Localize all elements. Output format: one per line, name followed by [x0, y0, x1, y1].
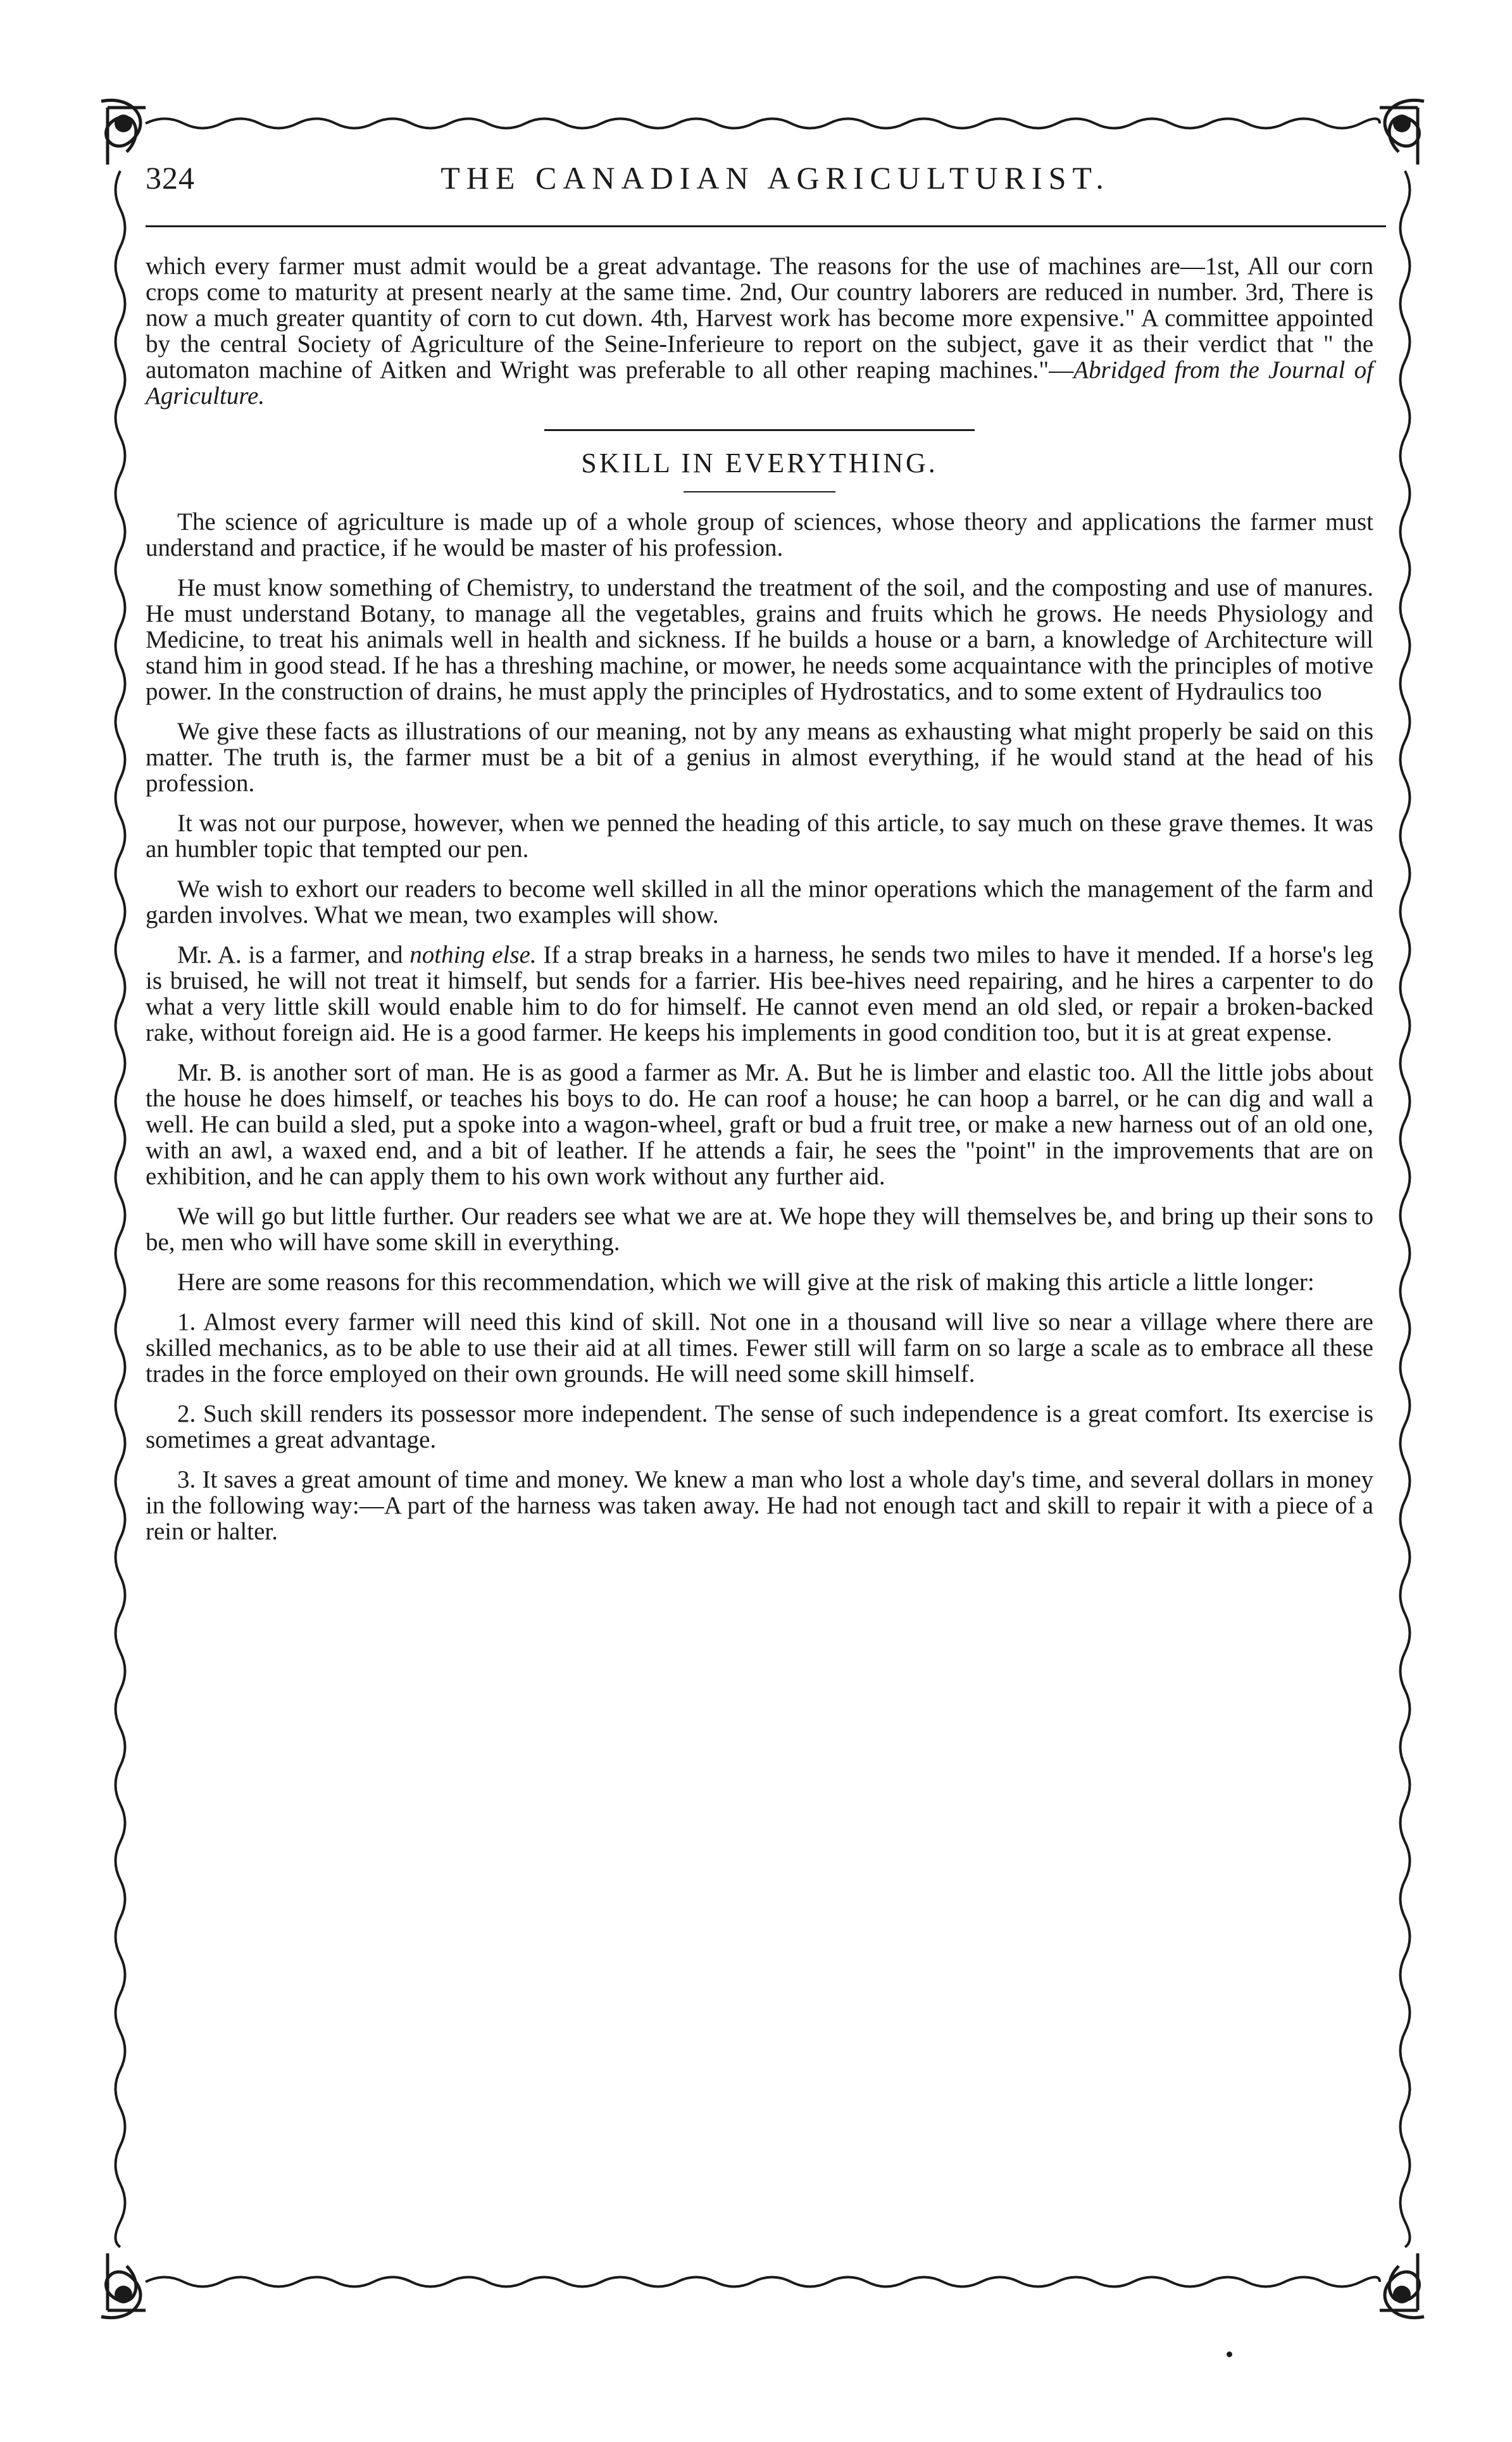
article-paragraph: Here are some reasons for this recommendation, which we will give at the risk of making this article a little longer: [177, 1268, 1315, 1296]
running-title: THE CANADIAN AGRICULTURIST. [440, 160, 1110, 196]
numbered-reason: 1. Almost every farmer will need this kind of skill. Not one in a thousand will live so near a village where there are skilled mechanics, as to be able to use their aid at all times. Fewer still will farm on so large a scale as to embrace all these trades in the force employed on their own grounds. He will need some skill himself. [146, 1308, 1373, 1387]
article-paragraph: The science of agriculture is made up of a whole group of sciences, whose theory and applications the farmer must understand and practice, if he would be master of his profession. [146, 508, 1373, 561]
article-paragraph: It was not our purpose, however, when we penned the heading of this article, to say much on these grave themes. It was an humbler topic that tempted our pen. [146, 810, 1373, 863]
article-paragraph: We wish to exhort our readers to become well skilled in all the minor operations which the management of the farm and garden involves. What we mean, two examples will show. [146, 875, 1373, 929]
ink-speck [1227, 2351, 1232, 2357]
previous-article-attribution: Abridged from the Journal of Agriculture. [146, 356, 1373, 410]
page-body [146, 253, 1373, 1558]
previous-article-text: which every farmer must admit would be a great advantage. The reasons for the use of machines are—1st, All our corn crops come to maturity at present nearly at the same time. 2nd, Our country laborers are reduced in number. 3rd, There is now a much greater quantity of corn to cut down. 4th, Harvest work has become more expensive." A committee appointed by the central Society of Agriculture of the Seine-Inferieure to report on the subject, gave it as their verdict that " the automaton machine of Aitken and Wright was preferable to all other reaping machines."— [146, 253, 1373, 384]
previous-article-continuation [146, 253, 1373, 409]
title-underline [684, 491, 835, 492]
article-paragraph-mr-a [146, 942, 1373, 1046]
page-number: 324 [146, 160, 195, 196]
numbered-reason: 3. It saves a great amount of time and money. We knew a man who lost a whole day's time, and several dollars in money in the following way:—A part of the harness was taken away. He had not enough tact and skill to repair it with a piece of a rein or halter. [146, 1466, 1373, 1545]
mr-a-text-after: If a strap breaks in a harness, he sends two miles to have it mended. If a horse's leg is bruised, he will not treat it himself, but sends for a farrier. His bee-hives need repairing, and he hires a carpenter to do what a very little skill would enable him to do for himself. He cannot even mend an old sled, or repair a broken-backed rake, without foreign aid. He is a good farmer. He keeps his implements in good condition too, but it is at great expense. [146, 941, 1374, 1046]
article-paragraph: Mr. B. is another sort of man. He is as good a farmer as Mr. A. But he is limber and elastic too. All the little jobs about the house he does himself, or teaches his boys to do. He can roof a house; he can hoop a barrel, or he can dig and wall a well. He can build a sled, put a spoke into a wagon-wheel, graft or bud a fruit tree, or make a new harness out of an old one, with an awl, a waxed end, and a bit of leather. If he attends a fair, he sees the "point" in the improvements that are on exhibition, and he can apply them to his own work without any further aid. [146, 1059, 1373, 1190]
running-header [146, 160, 1386, 204]
header-rule [146, 225, 1386, 227]
article-paragraph: He must know something of Chemistry, to understand the treatment of the soil, and the composting and use of manures. He must understand Botany, to manage all the vegetables, grains and fruits which he grows. He needs Physiology and Medicine, to treat his animals well in health and sickness. If he builds a house or a barn, a knowledge of Architecture will stand him in good stead. If he has a threshing machine, or mower, he needs some acquaintance with the principles of motive power. In the construction of drains, he must apply the principles of Hydrostatics, and to some extent of Hydraulics too [146, 574, 1373, 705]
mr-a-text-before: Mr. A. is a farmer, and [177, 941, 410, 968]
article-title: SKILL IN EVERYTHING. [581, 448, 938, 479]
mr-a-emphasis: nothing else. [409, 941, 537, 968]
section-divider [544, 429, 975, 431]
article-paragraph: We give these facts as illustrations of our meaning, not by any means as exhausting what might properly be said on this matter. The truth is, the farmer must be a bit of a genius in almost everything, if he would stand at the head of his profession. [146, 718, 1373, 797]
numbered-reason: 2. Such skill renders its possessor more independent. The sense of such independence is a great comfort. Its exercise is sometimes a great advantage. [146, 1400, 1373, 1453]
article-paragraph: We will go but little further. Our readers see what we are at. We hope they will themselves be, and bring up their sons to be, men who will have some skill in everything. [146, 1203, 1373, 1256]
